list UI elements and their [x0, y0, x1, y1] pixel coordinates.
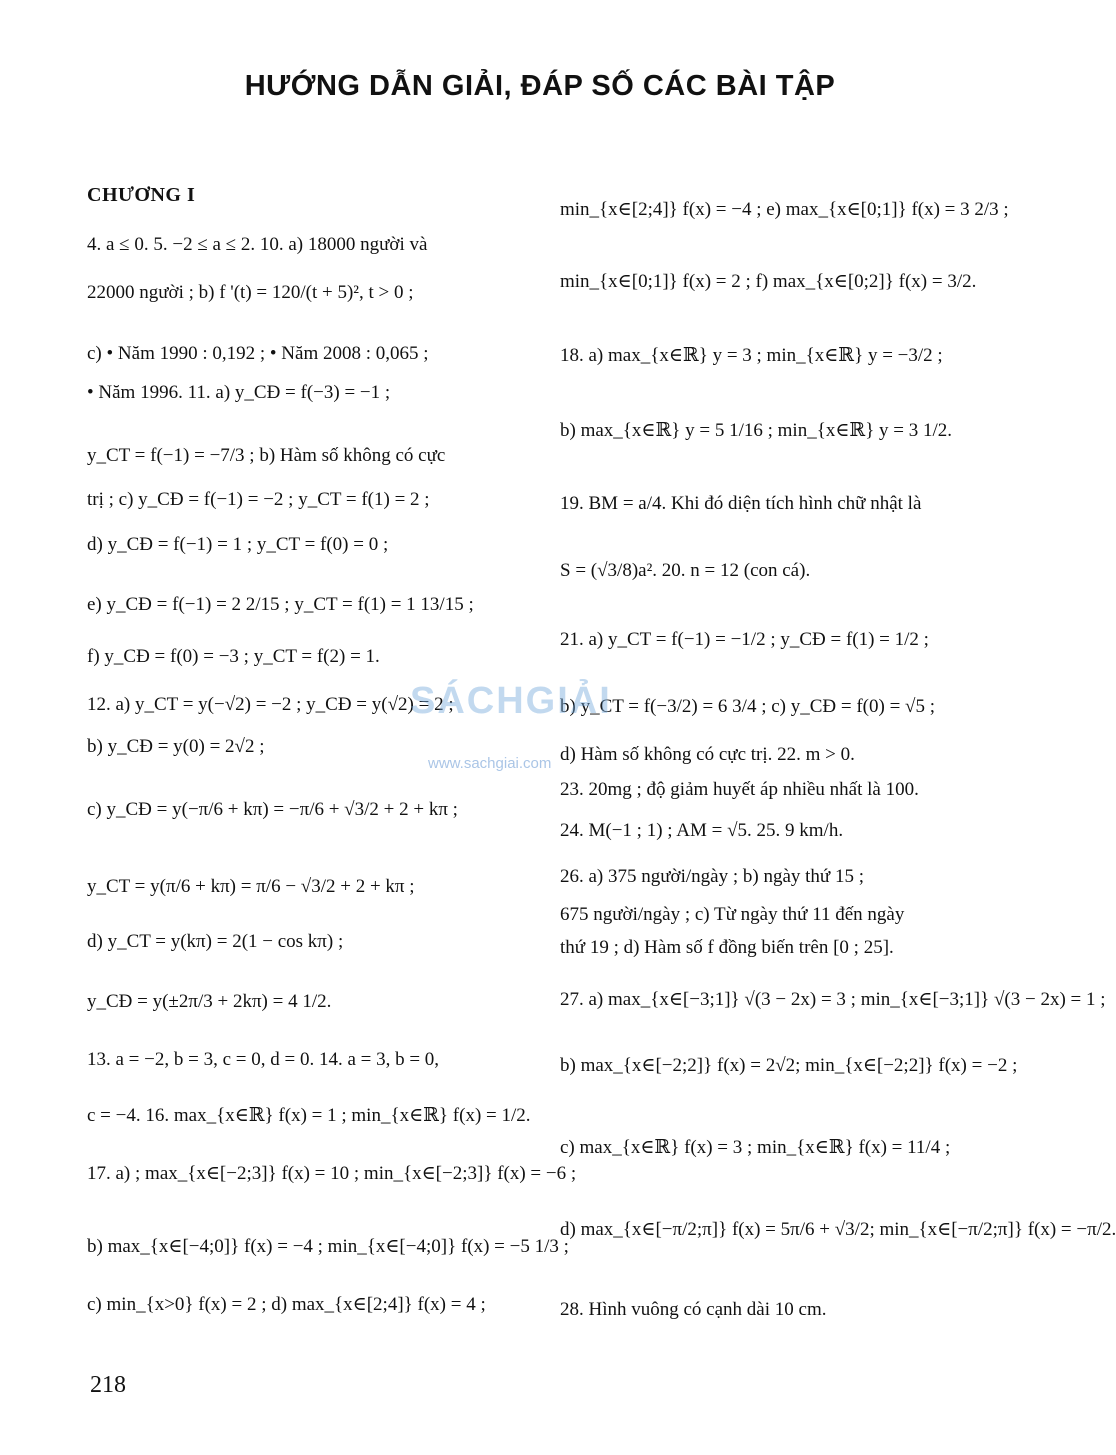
answer-line: 22000 người ; b) f '(t) = 120/(t + 5)², t > 0 ;	[87, 282, 414, 303]
answer-line: c) y_CĐ = y(−π/6 + kπ) = −π/6 + √3/2 + 2 + kπ ;	[87, 799, 458, 820]
answer-line: 17. a) ; max_{x∈[−2;3]} f(x) = 10 ; min_{x∈[−2;3]} f(x) = −6 ;	[87, 1163, 577, 1184]
answer-line: trị ; c) y_CĐ = f(−1) = −2 ; y_CT = f(1) = 2 ;	[87, 489, 430, 510]
answer-line: d) y_CĐ = f(−1) = 1 ; y_CT = f(0) = 0 ;	[87, 534, 389, 555]
answer-line: y_CT = y(π/6 + kπ) = π/6 − √3/2 + 2 + kπ ;	[87, 876, 415, 897]
answer-line: e) y_CĐ = f(−1) = 2 2/15 ; y_CT = f(1) = 1 13/15 ;	[87, 594, 474, 615]
answer-line: 18. a) max_{x∈ℝ} y = 3 ; min_{x∈ℝ} y = −3/2 ;	[560, 345, 943, 366]
answer-line: d) Hàm số không có cực trị. 22. m > 0.	[560, 744, 855, 765]
answer-line: 675 người/ngày ; c) Từ ngày thứ 11 đến ngày	[560, 904, 905, 925]
answer-line: c) max_{x∈ℝ} f(x) = 3 ; min_{x∈ℝ} f(x) = 11/4 ;	[560, 1137, 951, 1158]
answer-line: d) max_{x∈[−π/2;π]} f(x) = 5π/6 + √3/2; min_{x∈[−π/2;π]} f(x) = −π/2.	[560, 1219, 1116, 1240]
page-title: HƯỚNG DẪN GIẢI, ĐÁP SỐ CÁC BÀI TẬP	[244, 70, 836, 102]
answer-line: c = −4. 16. max_{x∈ℝ} f(x) = 1 ; min_{x∈ℝ} f(x) = 1/2.	[87, 1105, 531, 1126]
answer-line: c) min_{x>0} f(x) = 2 ; d) max_{x∈[2;4]} f(x) = 4 ;	[87, 1294, 486, 1315]
answer-line: d) y_CT = y(kπ) = 2(1 − cos kπ) ;	[87, 931, 344, 952]
answer-line: 13. a = −2, b = 3, c = 0, d = 0. 14. a = 3, b = 0,	[87, 1049, 440, 1070]
answer-line: 4. a ≤ 0. 5. −2 ≤ a ≤ 2. 10. a) 18000 người và	[87, 234, 428, 255]
watermark-logo: SÁCHGIẢI	[410, 680, 612, 722]
answer-line: 12. a) y_CT = y(−√2) = −2 ; y_CĐ = y(√2) = 2 ;	[87, 694, 454, 715]
answer-line: b) max_{x∈[−2;2]} f(x) = 2√2; min_{x∈[−2;2]} f(x) = −2 ;	[560, 1055, 1018, 1076]
watermark-url: www.sachgiai.com	[428, 755, 552, 772]
answer-line: 26. a) 375 người/ngày ; b) ngày thứ 15 ;	[560, 866, 864, 887]
answer-line: b) y_CĐ = y(0) = 2√2 ;	[87, 736, 265, 757]
answer-line: y_CT = f(−1) = −7/3 ; b) Hàm số không có cực	[87, 445, 446, 466]
answer-line: 19. BM = a/4. Khi đó diện tích hình chữ nhật là	[560, 493, 922, 514]
answer-line: • Năm 1996. 11. a) y_CĐ = f(−3) = −1 ;	[87, 382, 391, 403]
answer-line: thứ 19 ; d) Hàm số f đồng biến trên [0 ; 25].	[560, 937, 894, 958]
answer-line: b) y_CT = f(−3/2) = 6 3/4 ; c) y_CĐ = f(0) = √5 ;	[560, 696, 935, 717]
answer-line: min_{x∈[2;4]} f(x) = −4 ; e) max_{x∈[0;1]} f(x) = 3 2/3 ;	[560, 199, 1009, 220]
answer-line: b) max_{x∈[−4;0]} f(x) = −4 ; min_{x∈[−4;0]} f(x) = −5 1/3 ;	[87, 1236, 569, 1257]
answer-line: b) max_{x∈ℝ} y = 5 1/16 ; min_{x∈ℝ} y = 3 1/2.	[560, 420, 953, 441]
answer-line: 24. M(−1 ; 1) ; AM = √5. 25. 9 km/h.	[560, 820, 844, 841]
answer-line: S = (√3/8)a². 20. n = 12 (con cá).	[560, 560, 811, 581]
answer-line: f) y_CĐ = f(0) = −3 ; y_CT = f(2) = 1.	[87, 646, 380, 667]
answer-line: 23. 20mg ; độ giảm huyết áp nhiều nhất là 100.	[560, 779, 919, 800]
answer-line: min_{x∈[0;1]} f(x) = 2 ; f) max_{x∈[0;2]} f(x) = 3/2.	[560, 271, 977, 292]
answer-line: 28. Hình vuông có cạnh dài 10 cm.	[560, 1299, 827, 1320]
page-number: 218	[90, 1372, 126, 1398]
answer-line: c) • Năm 1990 : 0,192 ; • Năm 2008 : 0,065 ;	[87, 343, 429, 364]
chapter-heading: CHƯƠNG I	[87, 184, 196, 206]
answer-line: y_CĐ = y(±2π/3 + 2kπ) = 4 1/2.	[87, 991, 332, 1012]
answer-line: 21. a) y_CT = f(−1) = −1/2 ; y_CĐ = f(1) = 1/2 ;	[560, 629, 929, 650]
answer-line: 27. a) max_{x∈[−3;1]} √(3 − 2x) = 3 ; min_{x∈[−3;1]} √(3 − 2x) = 1 ;	[560, 989, 1106, 1010]
